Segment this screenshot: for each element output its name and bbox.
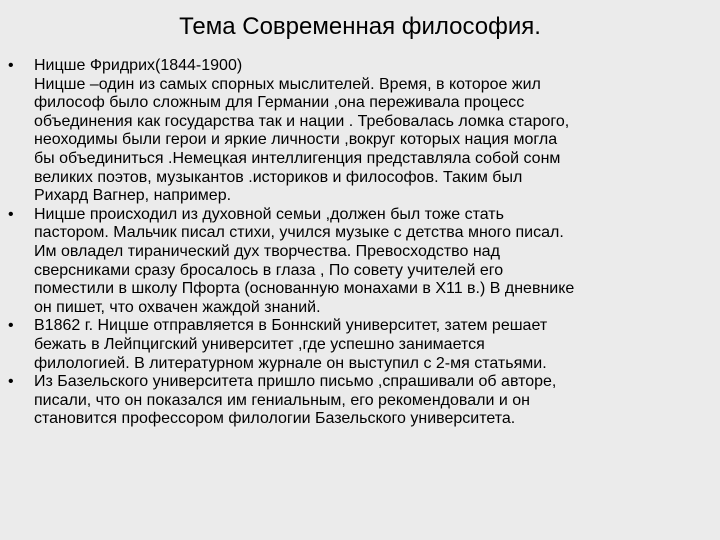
slide-title: Тема Современная философия.: [179, 13, 541, 40]
bullet-item-biography: [8, 57, 714, 206]
text-line: Ницше –один из самых спорных мыслителей. Время, в которое жил: [34, 75, 541, 93]
text-line: Рихард Вагнер, например.: [34, 187, 232, 205]
bullet-item-university: [8, 317, 714, 373]
bullet-icon: •: [8, 57, 14, 74]
text-line: бы объединиться .Немецкая интеллигенция представляла собой сонм: [34, 149, 561, 167]
text-line: писали, что он показался им гениальным, его рекомендовали и он: [34, 391, 530, 409]
text-line: великих поэтов, музыкантов .историков и философов. Таким был: [34, 168, 523, 186]
text-line: бежать в Лейпцигский университет ,где успешно занимается: [34, 335, 485, 353]
text-line: Им овладел тиранический дух творчества. Превосходство над: [34, 242, 500, 260]
bullet-icon: •: [8, 373, 14, 391]
text-line: он пишет, что охвачен жаждой знаний.: [34, 298, 321, 316]
text-line: пастором. Мальчик писал стихи, учился музыке с детства много писал.: [34, 224, 564, 242]
text-line: поместили в школу Пфорта (основанную монахами в Х11 в.) В дневнике: [34, 280, 575, 298]
bullet-item-basel: [8, 373, 714, 429]
bullet-icon: •: [8, 317, 14, 335]
text-line: объединения как государства так и нации . Требовалась ломка старого,: [34, 112, 570, 130]
text-line: становится профессором филологии Базельского университета.: [34, 410, 516, 428]
bullet-item-childhood: [8, 206, 714, 318]
text-line: философ было сложным для Германии ,она переживала процесс: [34, 94, 525, 112]
text-line: Ницше Фридрих(1844-1900): [34, 57, 243, 74]
text-line: В1862 г. Ницше отправляется в Боннский университет, затем решает: [34, 317, 548, 335]
text-line: неоходимы были герои и яркие личности ,вокруг которых нация могла: [34, 131, 558, 149]
text-line: филологией. В литературном журнале он выступил с 2-мя статьями.: [34, 354, 547, 372]
text-line: Ницше происходил из духовной семьи ,должен был тоже стать: [34, 205, 504, 223]
text-line: Из Базельского университета пришло письмо ,спрашивали об авторе,: [34, 373, 557, 391]
text-line: сверсниками сразу бросалось в глаза , По совету учителей его: [34, 261, 504, 279]
bullet-icon: •: [8, 205, 14, 223]
bullet-list: [8, 57, 714, 429]
